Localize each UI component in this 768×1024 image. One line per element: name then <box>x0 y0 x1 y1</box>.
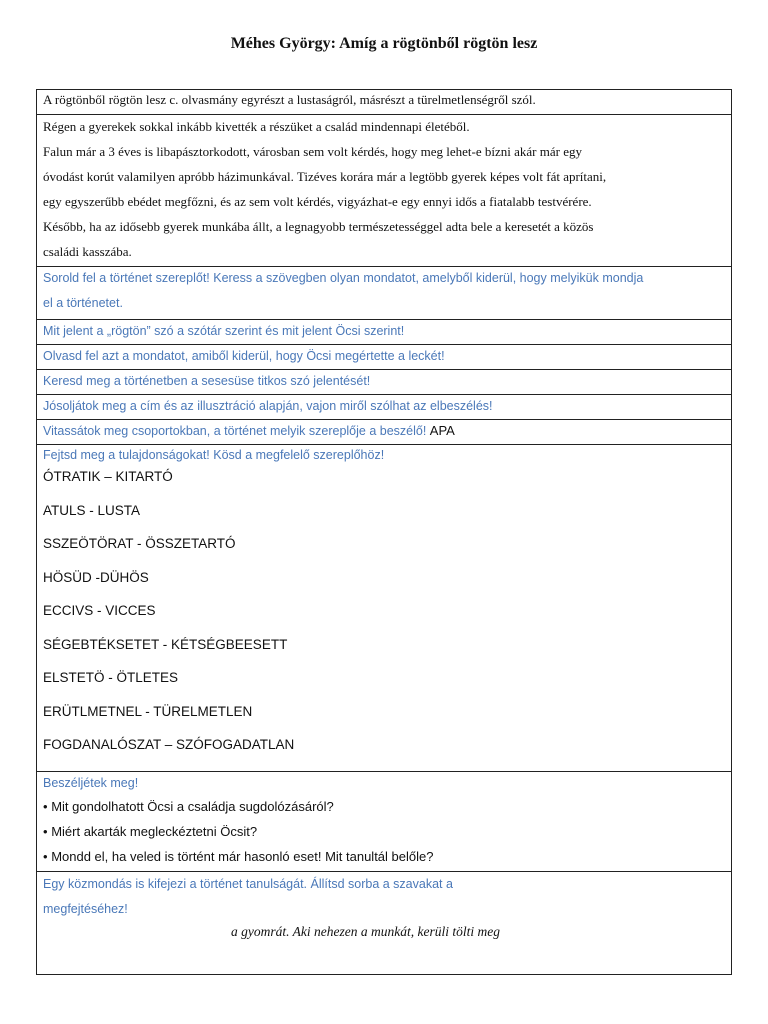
proverb-scrambled-words: a gyomrát. Aki nehezen a munkát, kerüli tölti meg <box>231 924 500 939</box>
predict-task-row <box>37 395 731 420</box>
bullet-marker: • <box>43 849 48 864</box>
predict-task-text: Jósoljátok meg a cím és az illusztráció alapján, vajon miről szólhat az elbeszélés! <box>43 399 493 413</box>
discussion-item <box>43 796 725 821</box>
secret-word-task-row <box>37 370 731 395</box>
trait-pair: ELSTETÖ - ÖTLETES <box>43 670 179 685</box>
intro-row <box>37 90 731 115</box>
discussion-item-text: Mondd el, ha veled is történt már hasonló eset! Mit tanultál belőle? <box>51 849 434 864</box>
trait-pair: HÖSÜD -DÜHÖS <box>43 569 149 585</box>
discussion-title: Beszéljétek meg! <box>43 776 139 790</box>
discussion-item <box>43 846 725 871</box>
context-line: óvodást korút valamilyen apróbb házimunkával. Tizéves korára már a legtöbb gyerek képes volt fát aprítani, <box>43 169 607 184</box>
proverb-task-text: Egy közmondás is kifejezi a történet tanulságát. Állítsd sorba a szavakat a <box>43 877 453 891</box>
read-aloud-task-row <box>37 345 731 370</box>
characters-task-row <box>37 267 731 320</box>
traits-row <box>37 445 731 772</box>
trait-pair: SÉGEBTÉKSETET - KÉTSÉGBEESETT <box>43 636 288 652</box>
worksheet-table <box>36 89 732 975</box>
read-aloud-task-text: Olvasd fel azt a mondatot, amiből kiderül, hogy Öcsi megértette a leckét! <box>43 349 445 363</box>
traits-task-text: Fejtsd meg a tulajdonságokat! Kösd a megfelelő szereplőhöz! <box>43 448 385 462</box>
characters-task-text: Sorold fel a történet szereplőt! Keress a szövegben olyan mondatot, amelyből kiderül, hogy melyikük mondja <box>43 271 644 285</box>
proverb-task-text: megfejtéséhez! <box>43 902 128 916</box>
discussion-item-text: Mit gondolhatott Öcsi a családja sugdolózásáról? <box>51 799 334 814</box>
bullet-marker: • <box>43 799 48 814</box>
trait-pair: FOGDANALÓSZAT – SZÓFOGADATLAN <box>43 737 295 752</box>
context-line: Falun már a 3 éves is libapásztorkodott, városban sem volt kérdés, hogy meg lehet-e bízni akár már egy <box>43 144 582 159</box>
meaning-task-row <box>37 320 731 345</box>
intro-text: A rögtönből rögtön lesz c. olvasmány egyrészt a lustaságról, másrészt a türelmetlenségről szól. <box>43 92 536 107</box>
context-line: családi kasszába. <box>43 244 132 259</box>
trait-pair: ERÜTLMETNEL - TÜRELMETLEN <box>43 703 253 719</box>
meaning-task-text: Mit jelent a „rögtön” szó a szótár szerint és mit jelent Öcsi szerint! <box>43 324 405 338</box>
context-line: egy egyszerűbb ebédet megfőzni, és az sem volt kérdés, vigyázhat-e egy ennyi idős a fiatalabb testvérére. <box>43 194 592 209</box>
characters-task-text: el a történetet. <box>43 296 123 310</box>
narrator-task-question: Vitassátok meg csoportokban, a történet melyik szereplője a beszélő! <box>43 424 427 438</box>
discussion-item <box>43 821 725 846</box>
bullet-marker: • <box>43 824 48 839</box>
document-title: Méhes György: Amíg a rögtönből rögtön lesz <box>230 35 538 52</box>
trait-pair: SSZEÖTÖRAT - ÖSSZETARTÓ <box>43 536 236 551</box>
narrator-answer: APA <box>429 423 455 438</box>
context-line: Régen a gyerekek sokkal inkább kivették a részüket a család mindennapi életéből. <box>43 119 470 134</box>
narrator-task-text <box>43 420 725 442</box>
narrator-task-row <box>37 420 731 445</box>
trait-pair: ECCIVS - VICCES <box>43 603 156 618</box>
trait-pair: ATULS - LUSTA <box>43 502 141 518</box>
secret-word-task-text: Keresd meg a történetben a sesesüse titkos szó jelentését! <box>43 374 371 388</box>
context-row <box>37 115 731 267</box>
discussion-item-text: Miért akarták megleckéztetni Öcsit? <box>51 824 258 839</box>
trait-pair: ÓTRATIK – KITARTÓ <box>43 469 173 484</box>
discussion-row <box>37 772 731 872</box>
context-line: Később, ha az idősebb gyerek munkába állt, a legnagyobb természetességgel adta bele a keresetét a közös <box>43 219 594 234</box>
proverb-row <box>37 872 731 974</box>
